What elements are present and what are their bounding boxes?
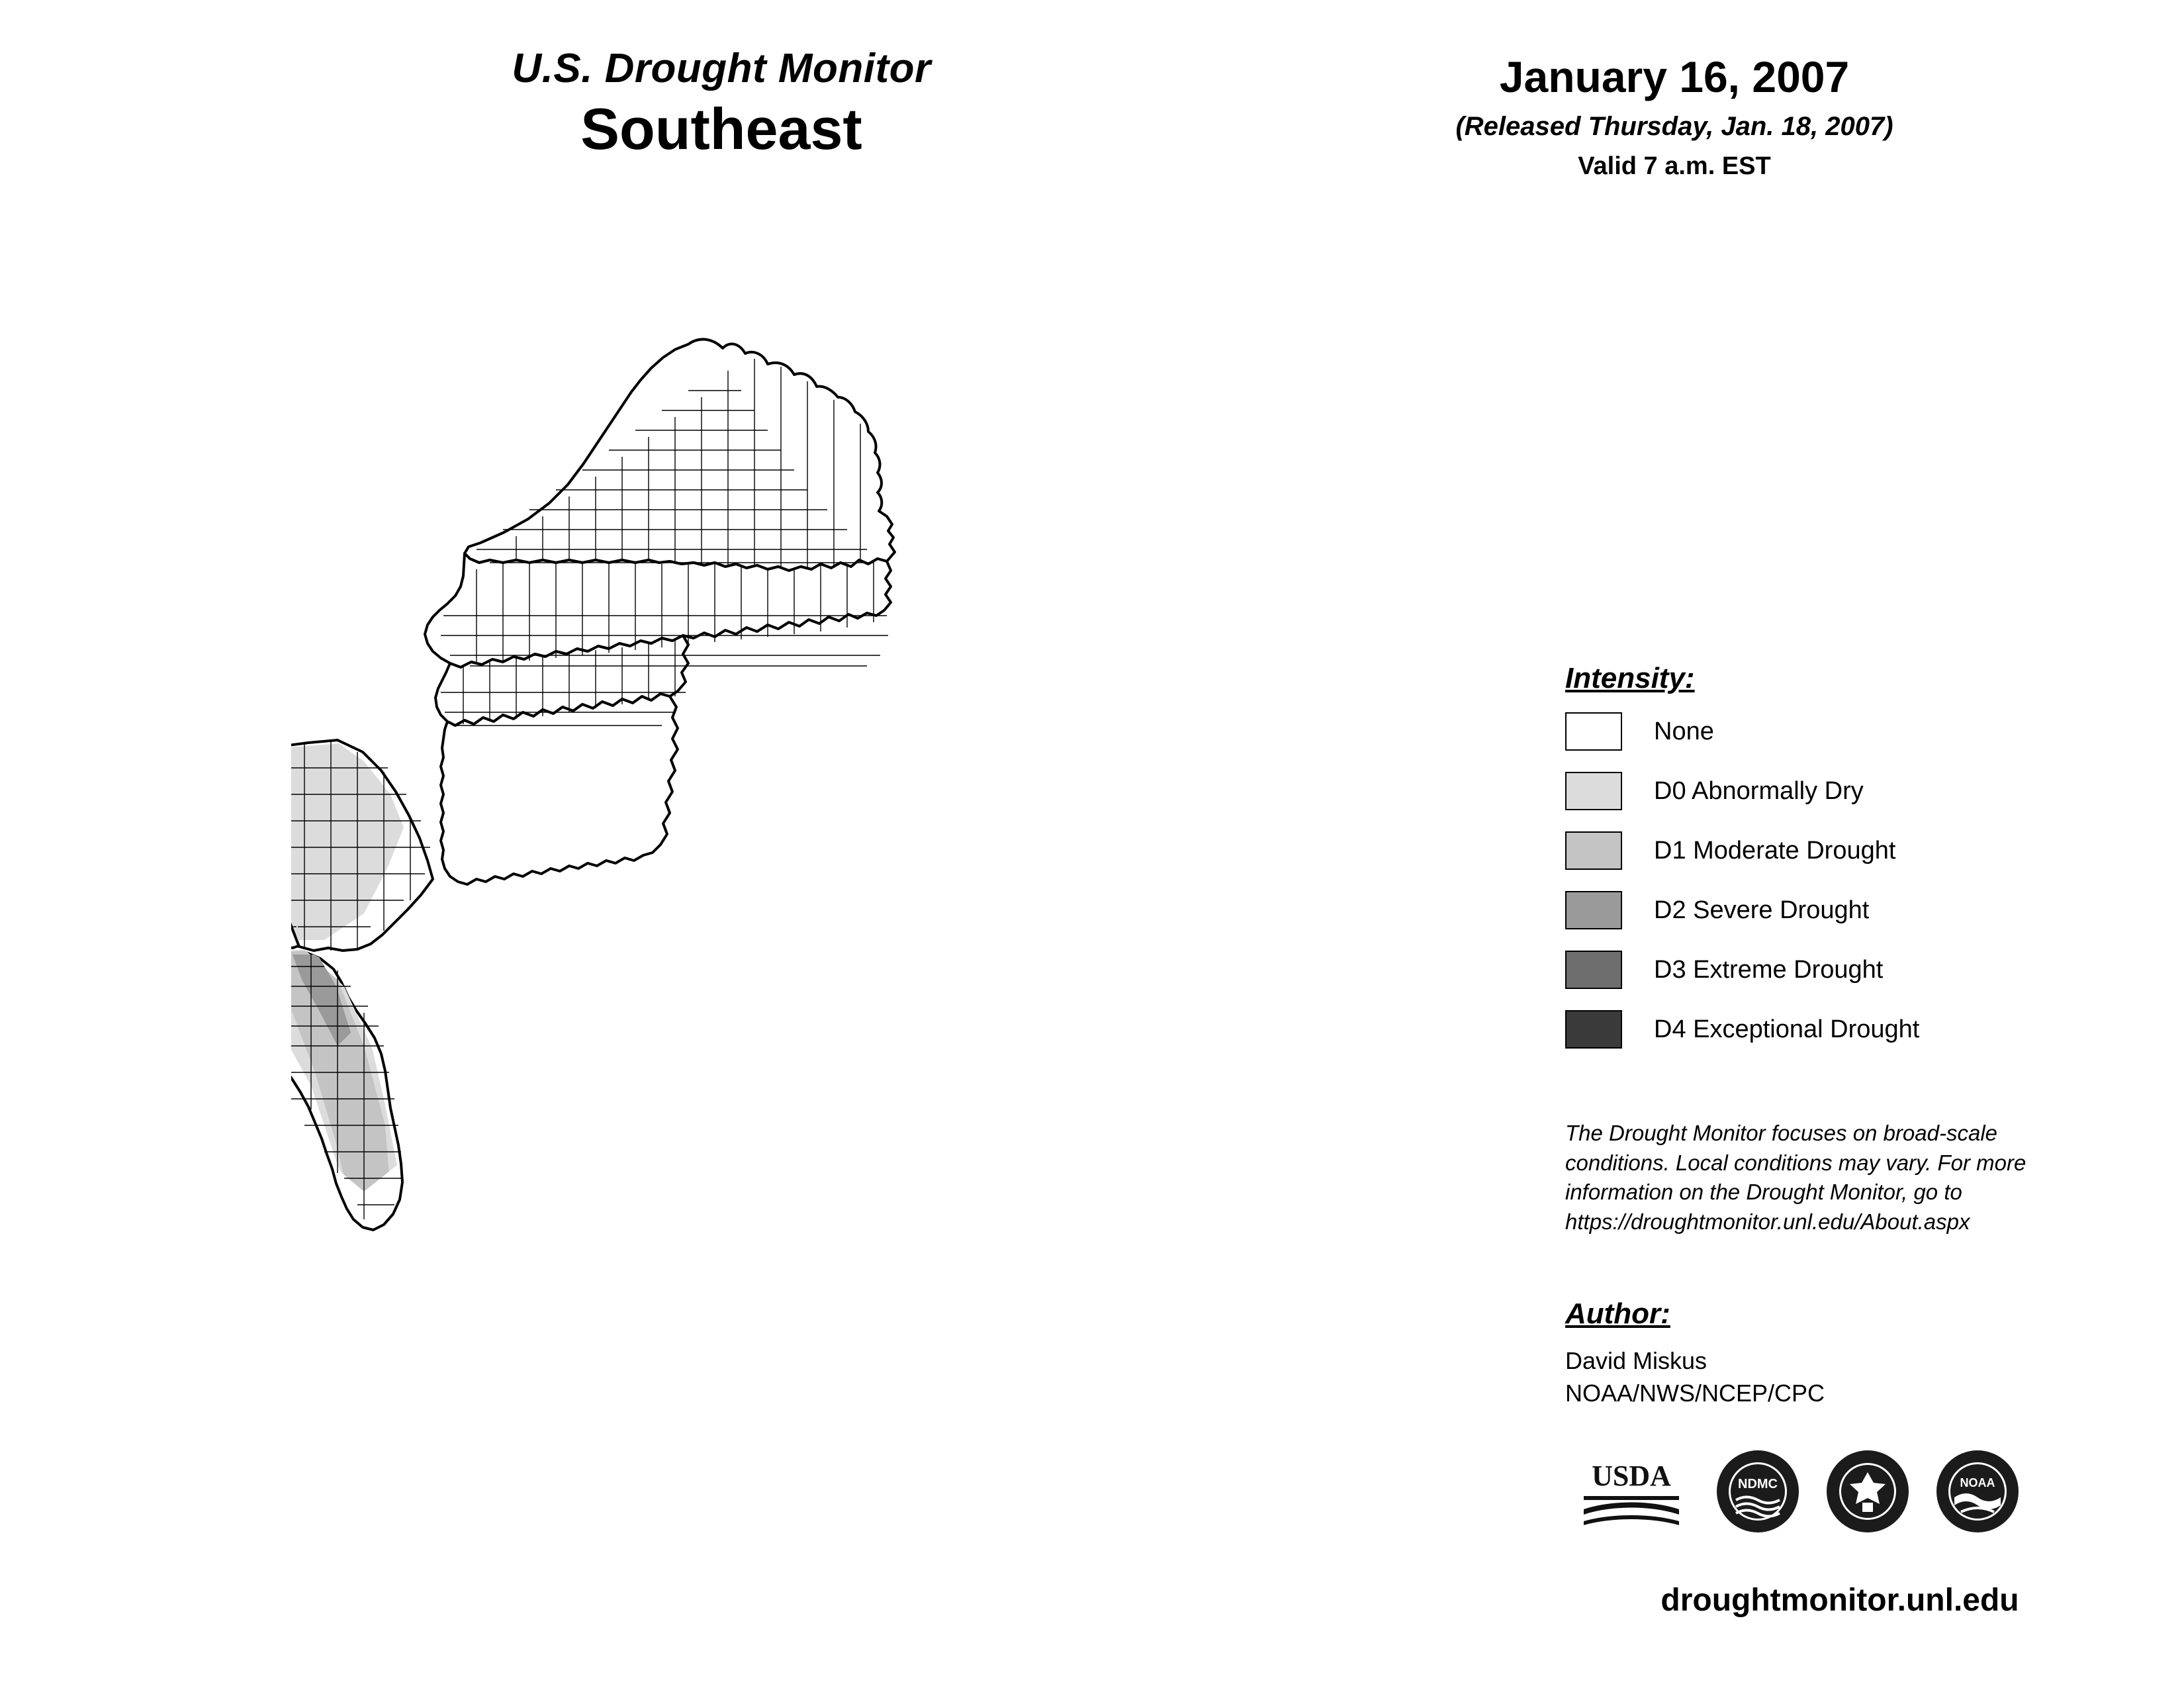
map-release-date: (Released Thursday, Jan. 18, 2007) <box>1455 111 1893 141</box>
legend-item-d4 <box>1565 1008 2108 1051</box>
legend-swatch-d2 <box>1565 891 1622 929</box>
state-outline-virginia <box>465 340 895 571</box>
state-outline-georgia <box>441 694 678 884</box>
author-affiliation: NOAA/NWS/NCEP/CPC <box>1565 1379 1825 1407</box>
legend-item-d3 <box>1565 948 2108 992</box>
legend-swatch-d4 <box>1565 1010 1622 1049</box>
legend-swatch-none <box>1565 712 1622 751</box>
legend-label-d4: D4 Exceptional Drought <box>1654 1015 1920 1043</box>
legend-item-d2 <box>1565 888 2108 932</box>
page-title-line1: U.S. Drought Monitor <box>512 46 931 91</box>
legend-item-d1 <box>1565 829 2108 872</box>
legend-swatch-d1 <box>1565 831 1622 870</box>
noaa-logo <box>1934 1448 2021 1538</box>
legend-label-d2: D2 Severe Drought <box>1654 896 1870 924</box>
header-title-block <box>357 46 1085 162</box>
legend-label-d3: D3 Extreme Drought <box>1654 955 1884 984</box>
legend-swatch-d3 <box>1565 951 1622 989</box>
legend-label-d1: D1 Moderate Drought <box>1654 836 1896 865</box>
footer-url[interactable]: droughtmonitor.unl.edu <box>1661 1583 2019 1618</box>
legend <box>1565 662 2108 1067</box>
usda-logo <box>1572 1448 1691 1538</box>
disclaimer-text: The Drought Monitor focuses on broad-scale conditions. Local conditions may vary. For more information on the Drought Monitor, go to https://droughtmonitor.unl.edu/About.aspx <box>1565 1121 2026 1234</box>
map-valid-time: Valid 7 a.m. EST <box>1578 152 1771 180</box>
svg-text:USDA: USDA <box>1592 1459 1671 1492</box>
author-title: Author: <box>1565 1297 1670 1330</box>
author-block <box>1565 1297 2095 1409</box>
map-date: January 16, 2007 <box>1499 52 1850 101</box>
header-date-block <box>1324 53 2025 181</box>
svg-text:NDMC: NDMC <box>1738 1476 1778 1491</box>
legend-label-none: None <box>1654 717 1714 745</box>
drought-map <box>291 331 1310 1589</box>
svg-text:NOAA: NOAA <box>1960 1476 1995 1489</box>
legend-title: Intensity: <box>1565 662 1695 694</box>
legend-label-d0: D0 Abnormally Dry <box>1654 776 1864 805</box>
legend-item-none <box>1565 710 2108 753</box>
ndmc-logo <box>1715 1448 1801 1538</box>
legend-swatch-d0 <box>1565 772 1622 810</box>
southeast-block <box>291 740 433 1230</box>
author-name: David Miskus <box>1565 1347 1707 1374</box>
page-title-region: Southeast <box>580 96 862 162</box>
usda-seal-logo <box>1825 1448 1911 1538</box>
legend-item-d0 <box>1565 769 2108 813</box>
logo-row <box>1572 1443 2115 1542</box>
